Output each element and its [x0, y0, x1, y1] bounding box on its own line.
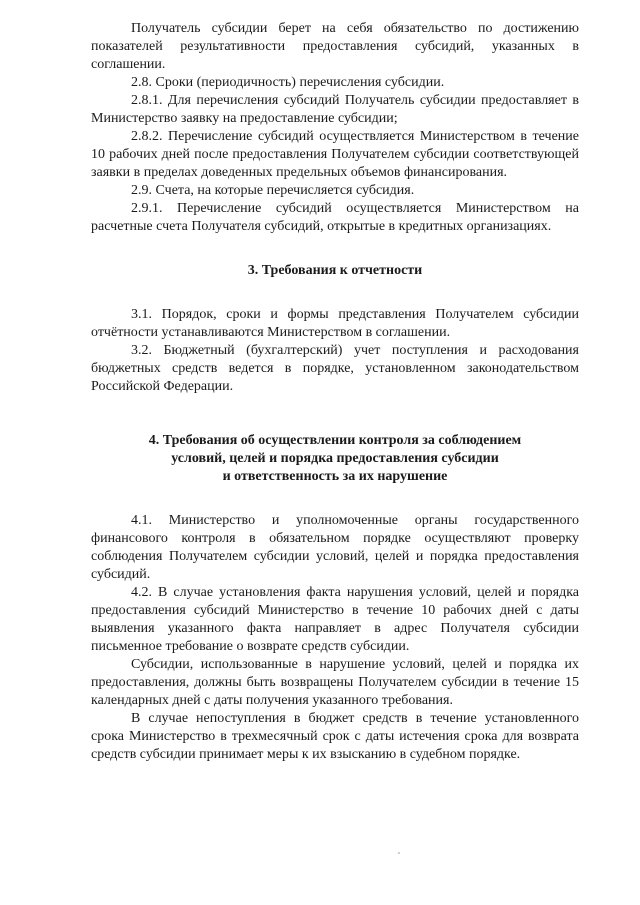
spacer — [91, 396, 579, 432]
section-4-heading — [91, 432, 579, 486]
spacer — [91, 236, 579, 262]
paragraph-3-2: 3.2. Бюджетный (бухгалтерский) учет поступления и расходования бюджетных средств ведется в порядке, установленном законодательством Российской Федерации. — [91, 343, 579, 394]
section-4-heading-line: 4. Требования об осуществлении контроля за соблюдением — [148, 433, 522, 448]
scan-speck — [398, 852, 400, 854]
paragraph-2-9: 2.9. Счета, на которые перечисляется субсидия. — [131, 183, 415, 198]
paragraph-court-recovery: В случае непоступления в бюджет средств в течение установленного срока Министерство в трехмесячный срок с даты истечения срока для возврата средств субсидии принимает меры к их взысканию в судебном порядке. — [91, 711, 579, 762]
paragraph-2-9-1: 2.9.1. Перечисление субсидий осуществляется Министерством на расчетные счета Получателя субсидий, открытые в кредитных организациях. — [91, 201, 579, 234]
paragraph-4-1: 4.1. Министерство и уполномоченные органы государственного финансового контроля в обязательном порядке осуществляют проверку соблюдения Получателем субсидии условий, целей и порядка предоставления субсидий. — [91, 513, 579, 582]
paragraph-2-8: 2.8. Сроки (периодичность) перечисления субсидии. — [131, 75, 445, 90]
paragraph-subsidy-return: Субсидии, использованные в нарушение условий, целей и порядка их предоставления, должны быть возвращены Получателем субсидии в течение 15 календарных дней с даты получения указанного требования. — [91, 657, 579, 708]
paragraph-2-8-1: 2.8.1. Для перечисления субсидий Получатель субсидии предоставляет в Министерство заявку на предоставление субсидии; — [91, 93, 579, 126]
paragraph-results-obligation: Получатель субсидии берет на себя обязательство по достижению показателей результативности предоставления субсидий, указанных в соглашении. — [91, 21, 579, 72]
spacer — [91, 486, 579, 512]
paragraph-4-2: 4.2. В случае установления факта нарушения условий, целей и порядка предоставления субсидий Министерство в течение 10 рабочих дней с даты выявления указанного факта направляет в адрес Получателя субсидии письменное требование о возврате средств субсидии. — [91, 585, 579, 654]
section-3-heading: 3. Требования к отчетности — [247, 263, 423, 278]
section-4-heading-line: условий, целей и порядка предоставления субсидии — [171, 451, 499, 466]
paragraph-2-8-2: 2.8.2. Перечисление субсидий осуществляется Министерством в течение 10 рабочих дней после предоставления Получателем субсидии соответствующей заявки в пределах доведенных предельных объемов финансирования. — [91, 129, 579, 180]
section-4-heading-line: и ответственность за их нарушение — [222, 469, 448, 484]
document-page — [91, 20, 579, 764]
paragraph-3-1: 3.1. Порядок, сроки и формы представления Получателем субсидии отчётности устанавливаются Министерством в соглашении. — [91, 307, 579, 340]
spacer — [91, 280, 579, 306]
